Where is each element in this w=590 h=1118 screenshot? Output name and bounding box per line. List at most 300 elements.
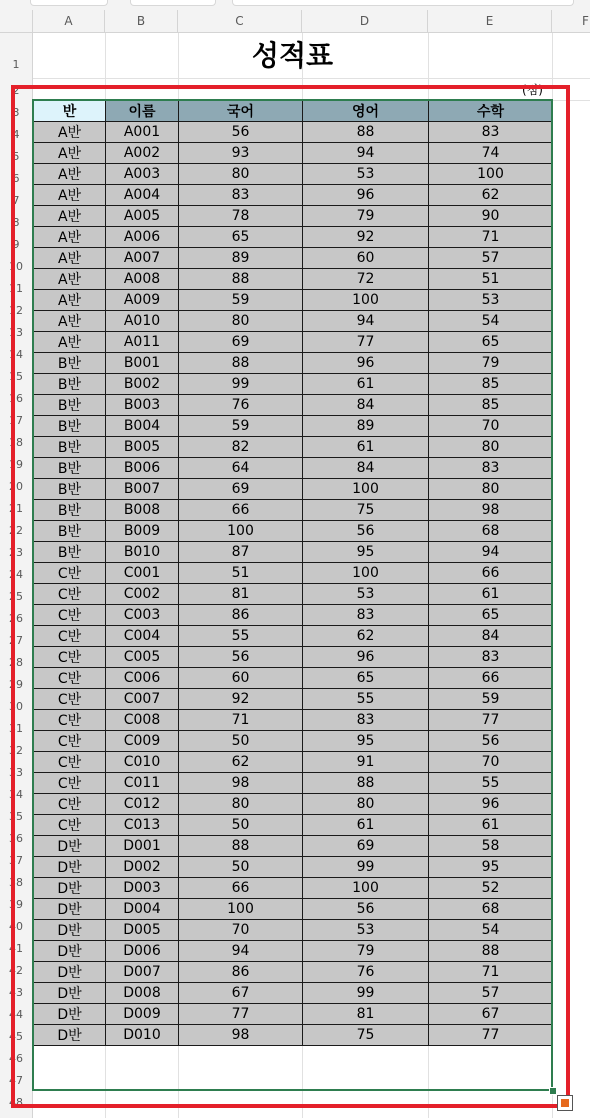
cell-english[interactable]: 83 (303, 605, 429, 626)
cell-english[interactable]: 100 (303, 290, 429, 311)
cell-english[interactable]: 77 (303, 332, 429, 353)
row-header[interactable]: 47 (9, 1074, 23, 1087)
cell-name[interactable]: C006 (106, 668, 179, 689)
row-header[interactable]: 7 (12, 194, 20, 207)
cell-math[interactable]: 98 (429, 500, 553, 521)
cell-math[interactable]: 71 (429, 962, 553, 983)
cell-class[interactable]: A반 (34, 290, 106, 311)
cell-class[interactable]: D반 (34, 1025, 106, 1046)
cell-english[interactable]: 100 (303, 479, 429, 500)
cell-class[interactable]: A반 (34, 269, 106, 290)
cell-class[interactable]: A반 (34, 248, 106, 269)
cell-class[interactable]: C반 (34, 584, 106, 605)
cell-math[interactable]: 68 (429, 521, 553, 542)
cell-english[interactable]: 75 (303, 500, 429, 521)
cell-math[interactable]: 61 (429, 815, 553, 836)
cell-math[interactable]: 51 (429, 269, 553, 290)
cell-english[interactable]: 55 (303, 689, 429, 710)
cell-korean[interactable]: 66 (179, 500, 303, 521)
cell-class[interactable]: D반 (34, 878, 106, 899)
cell-english[interactable]: 88 (303, 773, 429, 794)
cell-math[interactable]: 96 (429, 794, 553, 815)
cell-class[interactable]: C반 (34, 563, 106, 584)
cell-math[interactable]: 70 (429, 416, 553, 437)
row-header[interactable]: 35 (9, 810, 23, 823)
cell-class[interactable]: A반 (34, 164, 106, 185)
header-cell-korean[interactable]: 국어 (179, 101, 303, 122)
cell-english[interactable]: 96 (303, 185, 429, 206)
row-header[interactable]: 36 (9, 832, 23, 845)
cell-math[interactable]: 95 (429, 857, 553, 878)
row-header[interactable]: 37 (9, 854, 23, 867)
cell-name[interactable]: A001 (106, 122, 179, 143)
cell-korean[interactable]: 88 (179, 836, 303, 857)
cell-korean[interactable]: 88 (179, 353, 303, 374)
quick-analysis-icon[interactable] (557, 1095, 573, 1111)
cell-class[interactable]: C반 (34, 815, 106, 836)
cell-english[interactable]: 60 (303, 248, 429, 269)
cell-math[interactable]: 77 (429, 710, 553, 731)
table-row (34, 185, 553, 206)
cell-class[interactable]: B반 (34, 458, 106, 479)
row-header[interactable]: 5 (12, 150, 20, 163)
cell-korean[interactable]: 87 (179, 542, 303, 563)
cell-name[interactable]: C009 (106, 731, 179, 752)
cell-math[interactable]: 88 (429, 941, 553, 962)
gridline (33, 78, 590, 79)
cell-english[interactable]: 89 (303, 416, 429, 437)
cell-class[interactable]: A반 (34, 311, 106, 332)
cell-class[interactable]: B반 (34, 353, 106, 374)
cell-math[interactable]: 62 (429, 185, 553, 206)
cell-korean[interactable]: 60 (179, 668, 303, 689)
cell-korean[interactable]: 56 (179, 122, 303, 143)
cell-english[interactable]: 61 (303, 374, 429, 395)
cell-class[interactable]: A반 (34, 143, 106, 164)
cell-english[interactable]: 75 (303, 1025, 429, 1046)
cell-math[interactable]: 52 (429, 878, 553, 899)
cell-class[interactable]: D반 (34, 941, 106, 962)
cell-english[interactable]: 76 (303, 962, 429, 983)
row-header[interactable]: 10 (9, 260, 23, 273)
row-header[interactable]: 14 (9, 348, 23, 361)
cell-name[interactable]: B001 (106, 353, 179, 374)
cell-class[interactable]: B반 (34, 521, 106, 542)
cell-name[interactable]: C011 (106, 773, 179, 794)
row-header[interactable]: 2 (12, 84, 20, 97)
cell-name[interactable]: B004 (106, 416, 179, 437)
row-header[interactable]: 19 (9, 458, 23, 471)
cell-english[interactable]: 53 (303, 584, 429, 605)
sheet-tab-strip (0, 0, 590, 10)
cell-korean[interactable]: 100 (179, 521, 303, 542)
cell-name[interactable]: C012 (106, 794, 179, 815)
cell-name[interactable]: A004 (106, 185, 179, 206)
cell-english[interactable]: 83 (303, 710, 429, 731)
table-row (34, 710, 553, 731)
cell-class[interactable]: C반 (34, 668, 106, 689)
cell-math[interactable]: 70 (429, 752, 553, 773)
cell-english[interactable]: 91 (303, 752, 429, 773)
cell-class[interactable]: D반 (34, 857, 106, 878)
cell-name[interactable]: B006 (106, 458, 179, 479)
cell-name[interactable]: A011 (106, 332, 179, 353)
cell-english[interactable]: 99 (303, 857, 429, 878)
cell-english[interactable]: 92 (303, 227, 429, 248)
cell-english[interactable]: 94 (303, 143, 429, 164)
cell-class[interactable]: A반 (34, 185, 106, 206)
table-row (34, 542, 553, 563)
row-header[interactable]: 22 (9, 524, 23, 537)
cell-korean[interactable]: 70 (179, 920, 303, 941)
cell-math[interactable]: 90 (429, 206, 553, 227)
cell-name[interactable]: A008 (106, 269, 179, 290)
cell-korean[interactable]: 98 (179, 773, 303, 794)
row-header[interactable]: 18 (9, 436, 23, 449)
cell-name[interactable]: D010 (106, 1025, 179, 1046)
cell-name[interactable]: A005 (106, 206, 179, 227)
cell-math[interactable]: 85 (429, 395, 553, 416)
cell-name[interactable]: A003 (106, 164, 179, 185)
row-header[interactable]: 28 (9, 656, 23, 669)
cell-korean[interactable]: 81 (179, 584, 303, 605)
cell-class[interactable]: B반 (34, 500, 106, 521)
cell-class[interactable]: D반 (34, 962, 106, 983)
cell-korean[interactable]: 64 (179, 458, 303, 479)
cell-math[interactable]: 53 (429, 290, 553, 311)
cell-korean[interactable]: 100 (179, 899, 303, 920)
row-header[interactable]: 8 (12, 216, 20, 229)
row-header[interactable]: 27 (9, 634, 23, 647)
cell-name[interactable]: A002 (106, 143, 179, 164)
cell-korean[interactable]: 50 (179, 815, 303, 836)
cell-english[interactable]: 99 (303, 983, 429, 1004)
cell-korean[interactable]: 93 (179, 143, 303, 164)
cell-math[interactable]: 94 (429, 542, 553, 563)
cell-math[interactable]: 74 (429, 143, 553, 164)
cell-korean[interactable]: 86 (179, 962, 303, 983)
cell-class[interactable]: C반 (34, 689, 106, 710)
cell-class[interactable]: A반 (34, 332, 106, 353)
cell-english[interactable]: 84 (303, 395, 429, 416)
cell-english[interactable]: 69 (303, 836, 429, 857)
table-header-row (34, 101, 553, 122)
cell-english[interactable]: 53 (303, 920, 429, 941)
cell-name[interactable]: C003 (106, 605, 179, 626)
cell-name[interactable]: C002 (106, 584, 179, 605)
cell-math[interactable]: 67 (429, 1004, 553, 1025)
cell-math[interactable]: 58 (429, 836, 553, 857)
row-header[interactable]: 23 (9, 546, 23, 559)
cell-class[interactable]: B반 (34, 437, 106, 458)
cell-math[interactable]: 66 (429, 668, 553, 689)
cell-class[interactable]: B반 (34, 395, 106, 416)
fill-handle[interactable] (549, 1087, 557, 1095)
row-header[interactable]: 30 (9, 700, 23, 713)
cell-class[interactable]: A반 (34, 227, 106, 248)
cell-korean[interactable]: 80 (179, 164, 303, 185)
formula-bar[interactable] (232, 0, 574, 6)
cell-math[interactable]: 54 (429, 920, 553, 941)
cell-name[interactable]: B007 (106, 479, 179, 500)
cell-class[interactable]: D반 (34, 1004, 106, 1025)
cell-korean[interactable]: 67 (179, 983, 303, 1004)
cell-math[interactable]: 61 (429, 584, 553, 605)
cell-name[interactable]: D008 (106, 983, 179, 1004)
row-header[interactable]: 41 (9, 942, 23, 955)
cell-math[interactable]: 55 (429, 773, 553, 794)
cell-english[interactable]: 80 (303, 794, 429, 815)
cell-math[interactable]: 57 (429, 983, 553, 1004)
cell-english[interactable]: 72 (303, 269, 429, 290)
row-header[interactable]: 11 (9, 282, 23, 295)
cell-korean[interactable]: 71 (179, 710, 303, 731)
cell-class[interactable]: D반 (34, 899, 106, 920)
row-header[interactable]: 39 (9, 898, 23, 911)
cell-english[interactable]: 53 (303, 164, 429, 185)
cell-class[interactable]: C반 (34, 605, 106, 626)
sheet-title[interactable]: 성적표 (251, 39, 334, 72)
cell-korean[interactable]: 76 (179, 395, 303, 416)
column-header-e[interactable]: E (428, 10, 552, 32)
row-header[interactable]: 29 (9, 678, 23, 691)
cell-korean[interactable]: 80 (179, 794, 303, 815)
cell-korean[interactable]: 65 (179, 227, 303, 248)
cell-korean[interactable]: 59 (179, 416, 303, 437)
cell-korean[interactable]: 78 (179, 206, 303, 227)
table-row (34, 794, 553, 815)
cell-name[interactable]: C001 (106, 563, 179, 584)
cell-class[interactable]: C반 (34, 752, 106, 773)
row-header[interactable]: 38 (9, 876, 23, 889)
row-header[interactable]: 33 (9, 766, 23, 779)
cell-math[interactable]: 65 (429, 605, 553, 626)
cell-name[interactable]: A010 (106, 311, 179, 332)
cell-name[interactable]: A006 (106, 227, 179, 248)
row-header[interactable]: 13 (9, 326, 23, 339)
cell-math[interactable]: 71 (429, 227, 553, 248)
cell-english[interactable]: 100 (303, 563, 429, 584)
cell-math[interactable]: 83 (429, 647, 553, 668)
cell-class[interactable]: D반 (34, 836, 106, 857)
cell-class[interactable]: C반 (34, 626, 106, 647)
cell-class[interactable]: A반 (34, 122, 106, 143)
cell-math[interactable]: 83 (429, 122, 553, 143)
cell-korean[interactable]: 66 (179, 878, 303, 899)
cell-name[interactable]: B005 (106, 437, 179, 458)
cell-class[interactable]: B반 (34, 542, 106, 563)
row-header[interactable]: 26 (9, 612, 23, 625)
cell-name[interactable]: C004 (106, 626, 179, 647)
cell-korean[interactable]: 69 (179, 479, 303, 500)
row-header[interactable]: 32 (9, 744, 23, 757)
column-header-b[interactable]: B (105, 10, 178, 32)
cell-english[interactable]: 56 (303, 521, 429, 542)
cell-name[interactable]: D002 (106, 857, 179, 878)
cell-name[interactable]: C007 (106, 689, 179, 710)
cell-name[interactable]: B009 (106, 521, 179, 542)
column-header-a[interactable]: A (33, 10, 105, 32)
cell-english[interactable]: 81 (303, 1004, 429, 1025)
row-header[interactable]: 21 (9, 502, 23, 515)
cell-english[interactable]: 96 (303, 647, 429, 668)
row-header[interactable]: 42 (9, 964, 23, 977)
row-header[interactable]: 15 (9, 370, 23, 383)
cell-korean[interactable]: 92 (179, 689, 303, 710)
row-header[interactable]: 43 (9, 986, 23, 999)
cell-korean[interactable]: 83 (179, 185, 303, 206)
row-header[interactable]: 40 (9, 920, 23, 933)
cell-math[interactable]: 66 (429, 563, 553, 584)
cell-math[interactable]: 77 (429, 1025, 553, 1046)
cell-math[interactable]: 68 (429, 899, 553, 920)
tab-placeholder[interactable] (30, 0, 108, 6)
table-row (34, 941, 553, 962)
cell-math[interactable]: 56 (429, 731, 553, 752)
row-header[interactable]: 17 (9, 414, 23, 427)
cell-class[interactable]: C반 (34, 773, 106, 794)
cell-name[interactable]: D004 (106, 899, 179, 920)
cell-math[interactable]: 80 (429, 479, 553, 500)
tab-placeholder[interactable] (130, 0, 216, 6)
cell-math[interactable]: 54 (429, 311, 553, 332)
cell-english[interactable]: 61 (303, 815, 429, 836)
cell-name[interactable]: A009 (106, 290, 179, 311)
row-header[interactable]: 25 (9, 590, 23, 603)
row-header[interactable]: 44 (9, 1008, 23, 1021)
cell-math[interactable]: 57 (429, 248, 553, 269)
cell-class[interactable]: C반 (34, 731, 106, 752)
cell-korean[interactable]: 50 (179, 857, 303, 878)
cell-math[interactable]: 79 (429, 353, 553, 374)
column-header-f[interactable]: F (582, 14, 589, 28)
row-header[interactable]: 6 (12, 172, 20, 185)
row-header[interactable]: 31 (9, 722, 23, 735)
row-header[interactable]: 3 (12, 106, 20, 119)
cell-english[interactable]: 95 (303, 731, 429, 752)
cell-name[interactable]: D001 (106, 836, 179, 857)
header-cell-english[interactable]: 영어 (303, 101, 429, 122)
cell-english[interactable]: 61 (303, 437, 429, 458)
row-header[interactable]: 46 (9, 1052, 23, 1065)
column-header-d[interactable]: D (302, 10, 428, 32)
cell-name[interactable]: D009 (106, 1004, 179, 1025)
cell-english[interactable]: 56 (303, 899, 429, 920)
cell-name[interactable]: B002 (106, 374, 179, 395)
cell-name[interactable]: C013 (106, 815, 179, 836)
cell-name[interactable]: B008 (106, 500, 179, 521)
cell-class[interactable]: B반 (34, 416, 106, 437)
cell-korean[interactable]: 77 (179, 1004, 303, 1025)
cell-math[interactable]: 100 (429, 164, 553, 185)
cell-class[interactable]: D반 (34, 983, 106, 1004)
cell-name[interactable]: A007 (106, 248, 179, 269)
cell-class[interactable]: C반 (34, 647, 106, 668)
header-cell-class[interactable]: 반 (34, 101, 106, 122)
table-row (34, 689, 553, 710)
cell-class[interactable]: C반 (34, 710, 106, 731)
row-header[interactable]: 45 (9, 1030, 23, 1043)
cell-korean[interactable]: 69 (179, 332, 303, 353)
cell-english[interactable]: 62 (303, 626, 429, 647)
cell-math[interactable]: 83 (429, 458, 553, 479)
row-header[interactable]: 16 (9, 392, 23, 405)
row-header[interactable]: 48 (9, 1096, 23, 1109)
row-header[interactable]: 20 (9, 480, 23, 493)
cell-korean[interactable]: 88 (179, 269, 303, 290)
cell-korean[interactable]: 55 (179, 626, 303, 647)
cell-name[interactable]: D003 (106, 878, 179, 899)
cell-class[interactable]: B반 (34, 374, 106, 395)
cell-name[interactable]: C008 (106, 710, 179, 731)
cell-korean[interactable]: 94 (179, 941, 303, 962)
select-all-corner[interactable] (0, 10, 33, 32)
row-header[interactable]: 34 (9, 788, 23, 801)
header-cell-name[interactable]: 이름 (106, 101, 179, 122)
table-row (34, 647, 553, 668)
cell-korean[interactable]: 59 (179, 290, 303, 311)
cell-english[interactable]: 79 (303, 941, 429, 962)
cell-name[interactable]: D005 (106, 920, 179, 941)
table-row (34, 332, 553, 353)
cell-math[interactable]: 65 (429, 332, 553, 353)
cell-math[interactable]: 80 (429, 437, 553, 458)
cell-english[interactable]: 95 (303, 542, 429, 563)
cell-name[interactable]: B003 (106, 395, 179, 416)
cell-english[interactable]: 84 (303, 458, 429, 479)
row-header[interactable]: 9 (12, 238, 20, 251)
cell-english[interactable]: 88 (303, 122, 429, 143)
cell-english[interactable]: 65 (303, 668, 429, 689)
cell-korean[interactable]: 89 (179, 248, 303, 269)
header-cell-math[interactable]: 수학 (429, 101, 553, 122)
cell-english[interactable]: 79 (303, 206, 429, 227)
cell-korean[interactable]: 56 (179, 647, 303, 668)
row-header[interactable]: 12 (9, 304, 23, 317)
row-header[interactable]: 1 (12, 58, 20, 71)
cell-name[interactable]: D006 (106, 941, 179, 962)
cell-korean[interactable]: 62 (179, 752, 303, 773)
cell-korean[interactable]: 82 (179, 437, 303, 458)
row-header[interactable]: 4 (12, 128, 20, 141)
cell-korean[interactable]: 80 (179, 311, 303, 332)
cell-name[interactable]: C005 (106, 647, 179, 668)
cell-english[interactable]: 94 (303, 311, 429, 332)
cell-math[interactable]: 85 (429, 374, 553, 395)
cell-name[interactable]: B010 (106, 542, 179, 563)
unit-label[interactable]: (점) (522, 83, 543, 97)
cell-korean[interactable]: 86 (179, 605, 303, 626)
table-row (34, 857, 553, 878)
cell-english[interactable]: 100 (303, 878, 429, 899)
cell-name[interactable]: C010 (106, 752, 179, 773)
cell-english[interactable]: 96 (303, 353, 429, 374)
cell-korean[interactable]: 50 (179, 731, 303, 752)
cell-class[interactable]: D반 (34, 920, 106, 941)
cell-class[interactable]: C반 (34, 794, 106, 815)
cell-korean[interactable]: 99 (179, 374, 303, 395)
cell-korean[interactable]: 98 (179, 1025, 303, 1046)
column-header-c[interactable]: C (178, 10, 302, 32)
cell-korean[interactable]: 51 (179, 563, 303, 584)
cell-class[interactable]: B반 (34, 479, 106, 500)
cell-math[interactable]: 59 (429, 689, 553, 710)
cell-class[interactable]: A반 (34, 206, 106, 227)
row-header[interactable]: 24 (9, 568, 23, 581)
grade-table (33, 100, 553, 1046)
cell-math[interactable]: 84 (429, 626, 553, 647)
cell-name[interactable]: D007 (106, 962, 179, 983)
